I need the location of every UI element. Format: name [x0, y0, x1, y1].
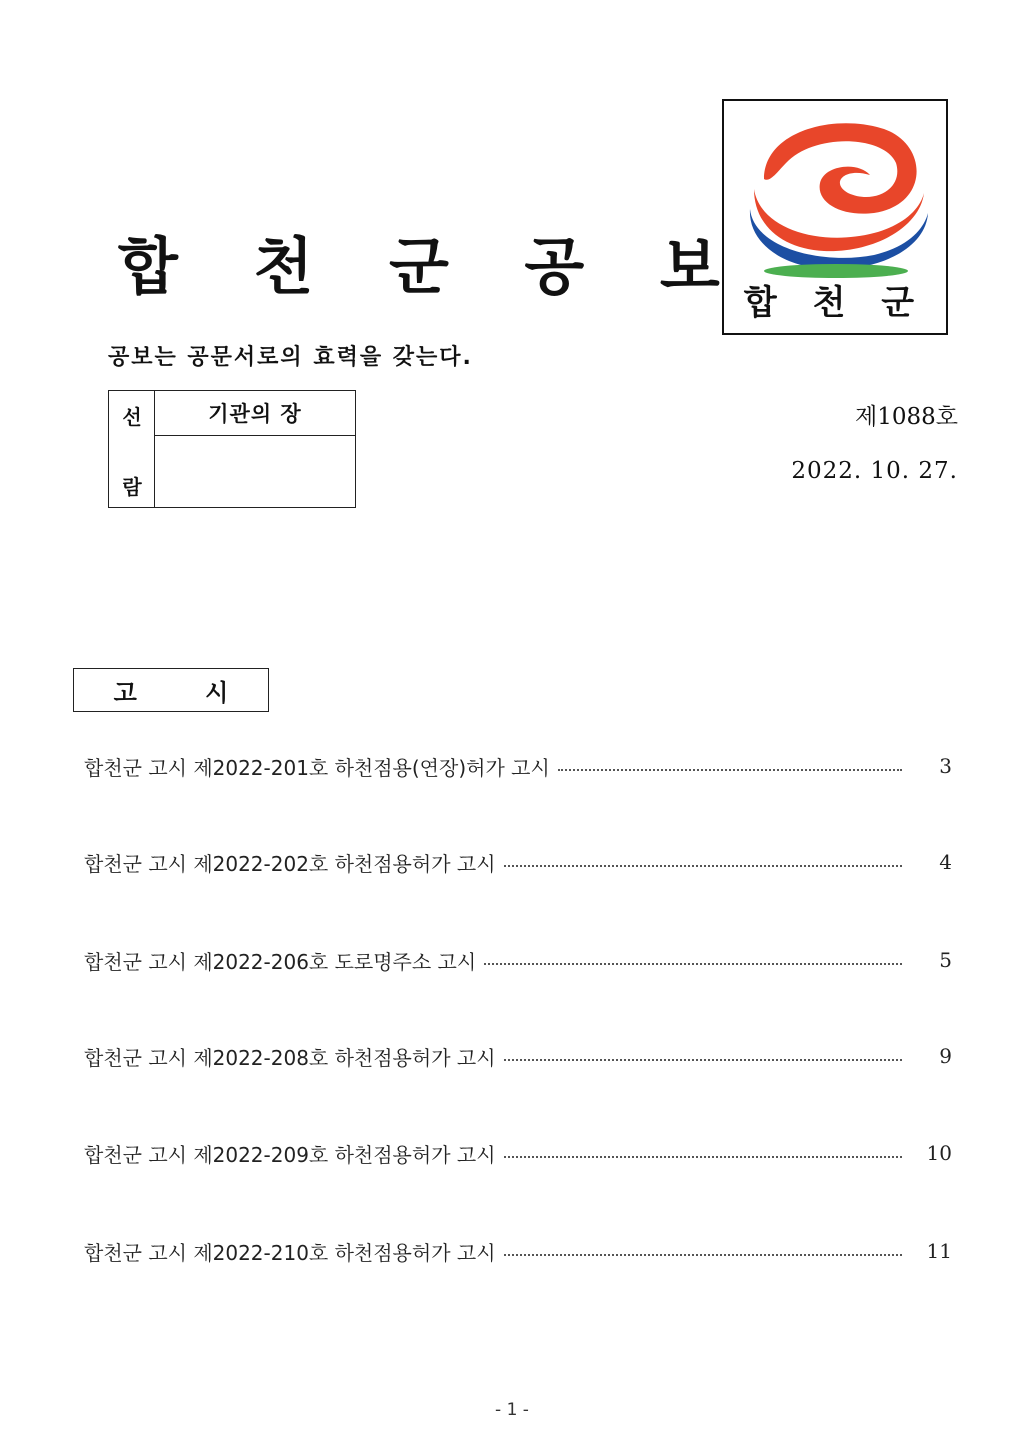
toc-item-label: 합천군 고시 제2022-202호 하천점용허가 고시 — [84, 851, 496, 876]
logo-emblem-icon — [724, 101, 946, 333]
toc-item[interactable] — [84, 847, 952, 877]
toc-leader — [504, 1057, 902, 1061]
page-footer: - 1 - — [495, 1400, 529, 1420]
section-title: 고 시 — [73, 668, 269, 712]
toc-leader — [504, 863, 902, 867]
toc-item-page: 11 — [926, 1239, 952, 1263]
logo-red-swirl — [764, 123, 917, 213]
toc-item-page: 10 — [926, 1141, 952, 1165]
approval-header: 기관의 장 — [208, 402, 302, 426]
approval-label-bottom: 람 — [122, 475, 142, 499]
toc-item[interactable] — [84, 1236, 952, 1266]
approval-divider — [155, 435, 355, 436]
toc-item-label: 합천군 고시 제2022-206호 도로명주소 고시 — [84, 949, 477, 974]
toc-item[interactable] — [84, 751, 952, 781]
toc-item[interactable] — [84, 945, 952, 975]
approval-label-top: 선 — [122, 405, 142, 429]
issue-number: 제1088호 — [855, 404, 958, 430]
approval-box — [108, 390, 356, 508]
logo-text: 합 천 군 — [743, 283, 927, 323]
toc-leader — [558, 767, 902, 771]
hapcheon-logo — [722, 99, 948, 335]
toc-item-label: 합천군 고시 제2022-208호 하천점용허가 고시 — [84, 1045, 496, 1070]
toc-item-page: 9 — [939, 1044, 952, 1068]
logo-green-ellipse — [764, 264, 908, 278]
toc-item-page: 5 — [939, 948, 952, 972]
toc-item[interactable] — [84, 1138, 952, 1168]
toc-item-label: 합천군 고시 제2022-210호 하천점용허가 고시 — [84, 1240, 496, 1265]
bulletin-subtitle: 공보는 공문서로의 효력을 갖는다. — [108, 345, 473, 370]
toc-item[interactable] — [84, 1041, 952, 1071]
toc-item-label: 합천군 고시 제2022-209호 하천점용허가 고시 — [84, 1142, 496, 1167]
toc-item-page: 3 — [939, 754, 952, 778]
toc-item-label: 합천군 고시 제2022-201호 하천점용(연장)허가 고시 — [84, 755, 550, 780]
toc-leader — [504, 1154, 902, 1158]
toc-leader — [484, 961, 902, 965]
toc-item-page: 4 — [939, 850, 952, 874]
toc-leader — [504, 1252, 902, 1256]
bulletin-title: 합 천 군 공 보 — [118, 230, 747, 303]
issue-date: 2022. 10. 27. — [791, 458, 958, 484]
